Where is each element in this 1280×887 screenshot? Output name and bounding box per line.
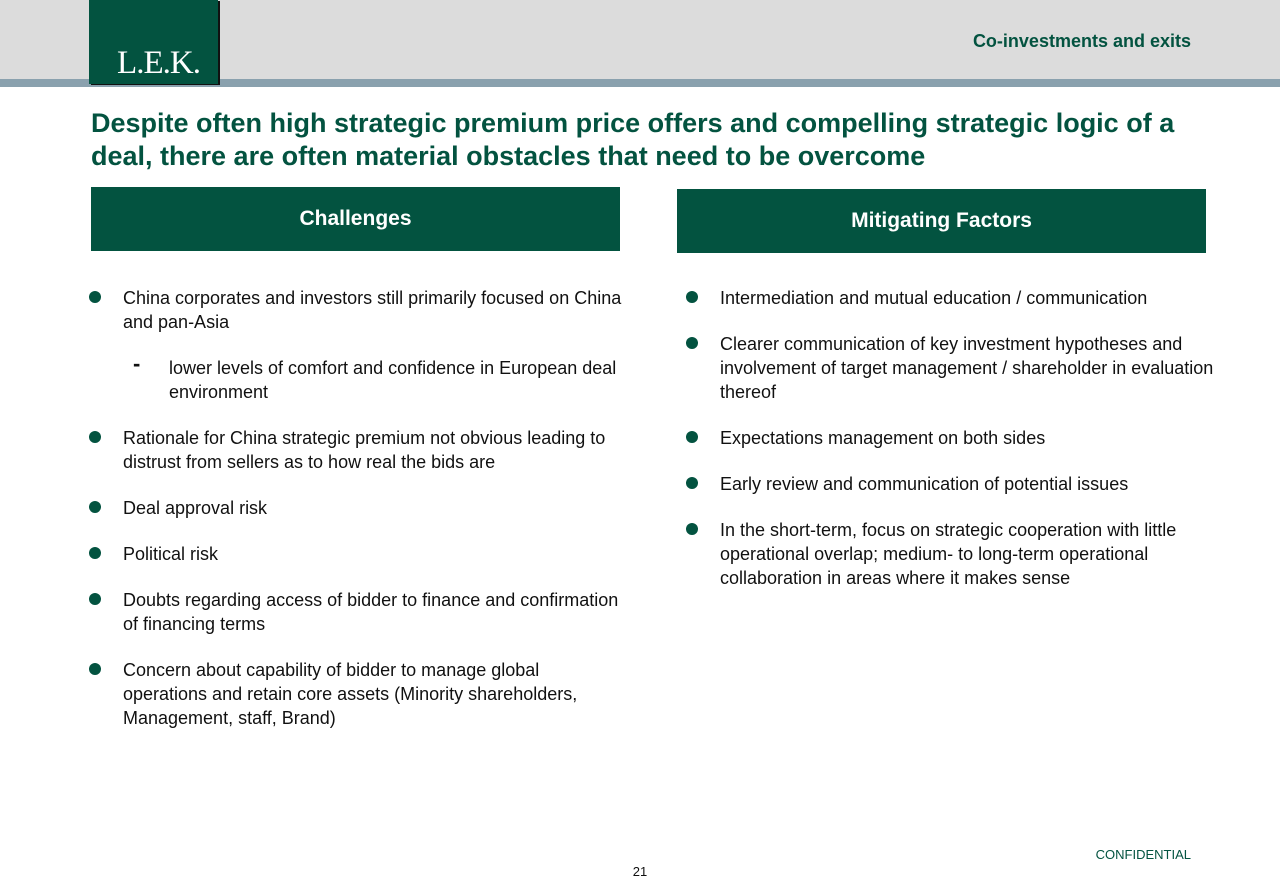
mitigating-item: [686, 472, 1216, 496]
challenge-text: Concern about capability of bidder to manage global operations and retain core assets (Minority shareholders, Management, staff, Brand): [123, 660, 578, 728]
mitigating-item: [686, 518, 1216, 590]
challenge-item: [89, 542, 624, 566]
bullet-dot-icon: [686, 291, 698, 303]
challenge-item: [89, 496, 624, 520]
challenge-sub-text: lower levels of comfort and confidence in European deal environment: [169, 358, 617, 402]
mitigating-text: Clearer communication of key investment hypotheses and involvement of target management / shareholder in evaluation thereof: [720, 334, 1214, 402]
bullet-dot-icon: [89, 593, 101, 605]
challenge-item: [89, 426, 624, 474]
slide-title: Despite often high strategic premium price offers and compelling strategic logic of a deal, there are often material obstacles that need to be overcome: [91, 108, 1175, 171]
dash-icon: -: [133, 351, 141, 376]
challenge-item: [89, 588, 624, 636]
challenge-text: Doubts regarding access of bidder to finance and confirmation of financing terms: [123, 590, 619, 634]
challenge-text: China corporates and investors still primarily focused on China and pan-Asia: [123, 288, 622, 332]
mitigating-item: [686, 426, 1216, 450]
bullet-dot-icon: [686, 523, 698, 535]
logo-text: L.E.K.: [117, 45, 200, 81]
challenge-item: [89, 286, 624, 404]
mitigating-factors-list: [686, 286, 1216, 612]
lek-logo: [89, 0, 218, 84]
challenge-text: Rationale for China strategic premium not obvious leading to distrust from sellers as to how real the bids are: [123, 428, 606, 472]
bullet-dot-icon: [686, 337, 698, 349]
bullet-dot-icon: [89, 501, 101, 513]
bullet-dot-icon: [89, 431, 101, 443]
challenges-list: [89, 286, 624, 752]
challenges-header: Challenges: [91, 187, 620, 251]
bullet-dot-icon: [686, 477, 698, 489]
mitigating-text: In the short-term, focus on strategic cooperation with little operational overlap; medium- to long-term operational collaboration in areas where it makes sense: [720, 520, 1177, 588]
mitigating-item: [686, 286, 1216, 310]
challenge-text: Deal approval risk: [123, 498, 268, 518]
mitigating-text: Intermediation and mutual education / communication: [720, 288, 1148, 308]
bullet-dot-icon: [89, 547, 101, 559]
page-number: 21: [632, 864, 648, 879]
bullet-dot-icon: [686, 431, 698, 443]
section-label: Co-investments and exits: [972, 31, 1191, 51]
bullet-dot-icon: [89, 291, 101, 303]
challenge-item: [89, 658, 624, 730]
challenge-text: Political risk: [123, 544, 219, 564]
confidential-label: CONFIDENTIAL: [1095, 847, 1191, 862]
mitigating-factors-header: Mitigating Factors: [677, 189, 1206, 253]
mitigating-text: Expectations management on both sides: [720, 428, 1046, 448]
challenge-sub-item: [123, 351, 624, 404]
mitigating-text: Early review and communication of potential issues: [720, 474, 1129, 494]
mitigating-item: [686, 332, 1216, 404]
bullet-dot-icon: [89, 663, 101, 675]
